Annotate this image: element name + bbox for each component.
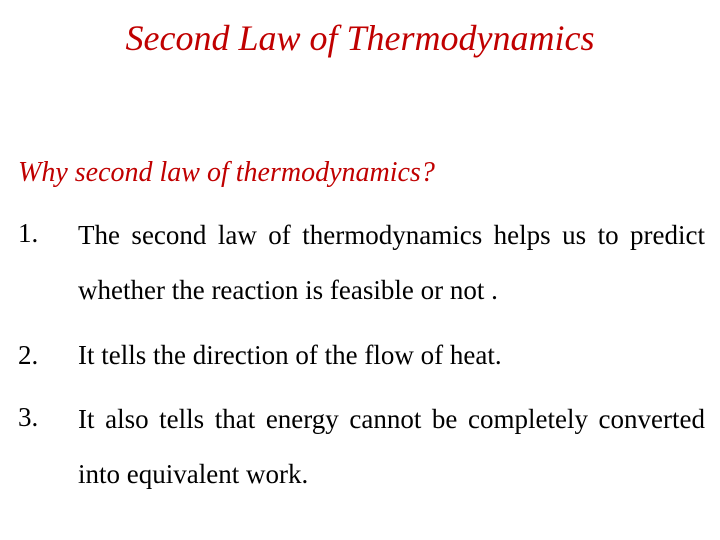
list-item-text: The second law of thermodynamics helps us to predict whether the reaction is feasible or not . <box>78 220 705 305</box>
list-item-number: 3. <box>18 402 39 432</box>
slide-title: Second Law of Thermodynamics <box>125 18 595 58</box>
list-item <box>18 330 705 380</box>
list-item <box>18 392 705 502</box>
list-item-number: 2. <box>18 340 39 370</box>
list-item-text: It tells the direction of the flow of heat. <box>78 340 502 370</box>
list-item-text: It also tells that energy cannot be completely converted into equivalent work. <box>78 404 705 489</box>
list-item-number: 1. <box>18 218 39 248</box>
numbered-list <box>18 208 705 514</box>
list-item <box>18 208 705 318</box>
slide-subtitle: Why second law of thermodynamics? <box>18 157 435 188</box>
